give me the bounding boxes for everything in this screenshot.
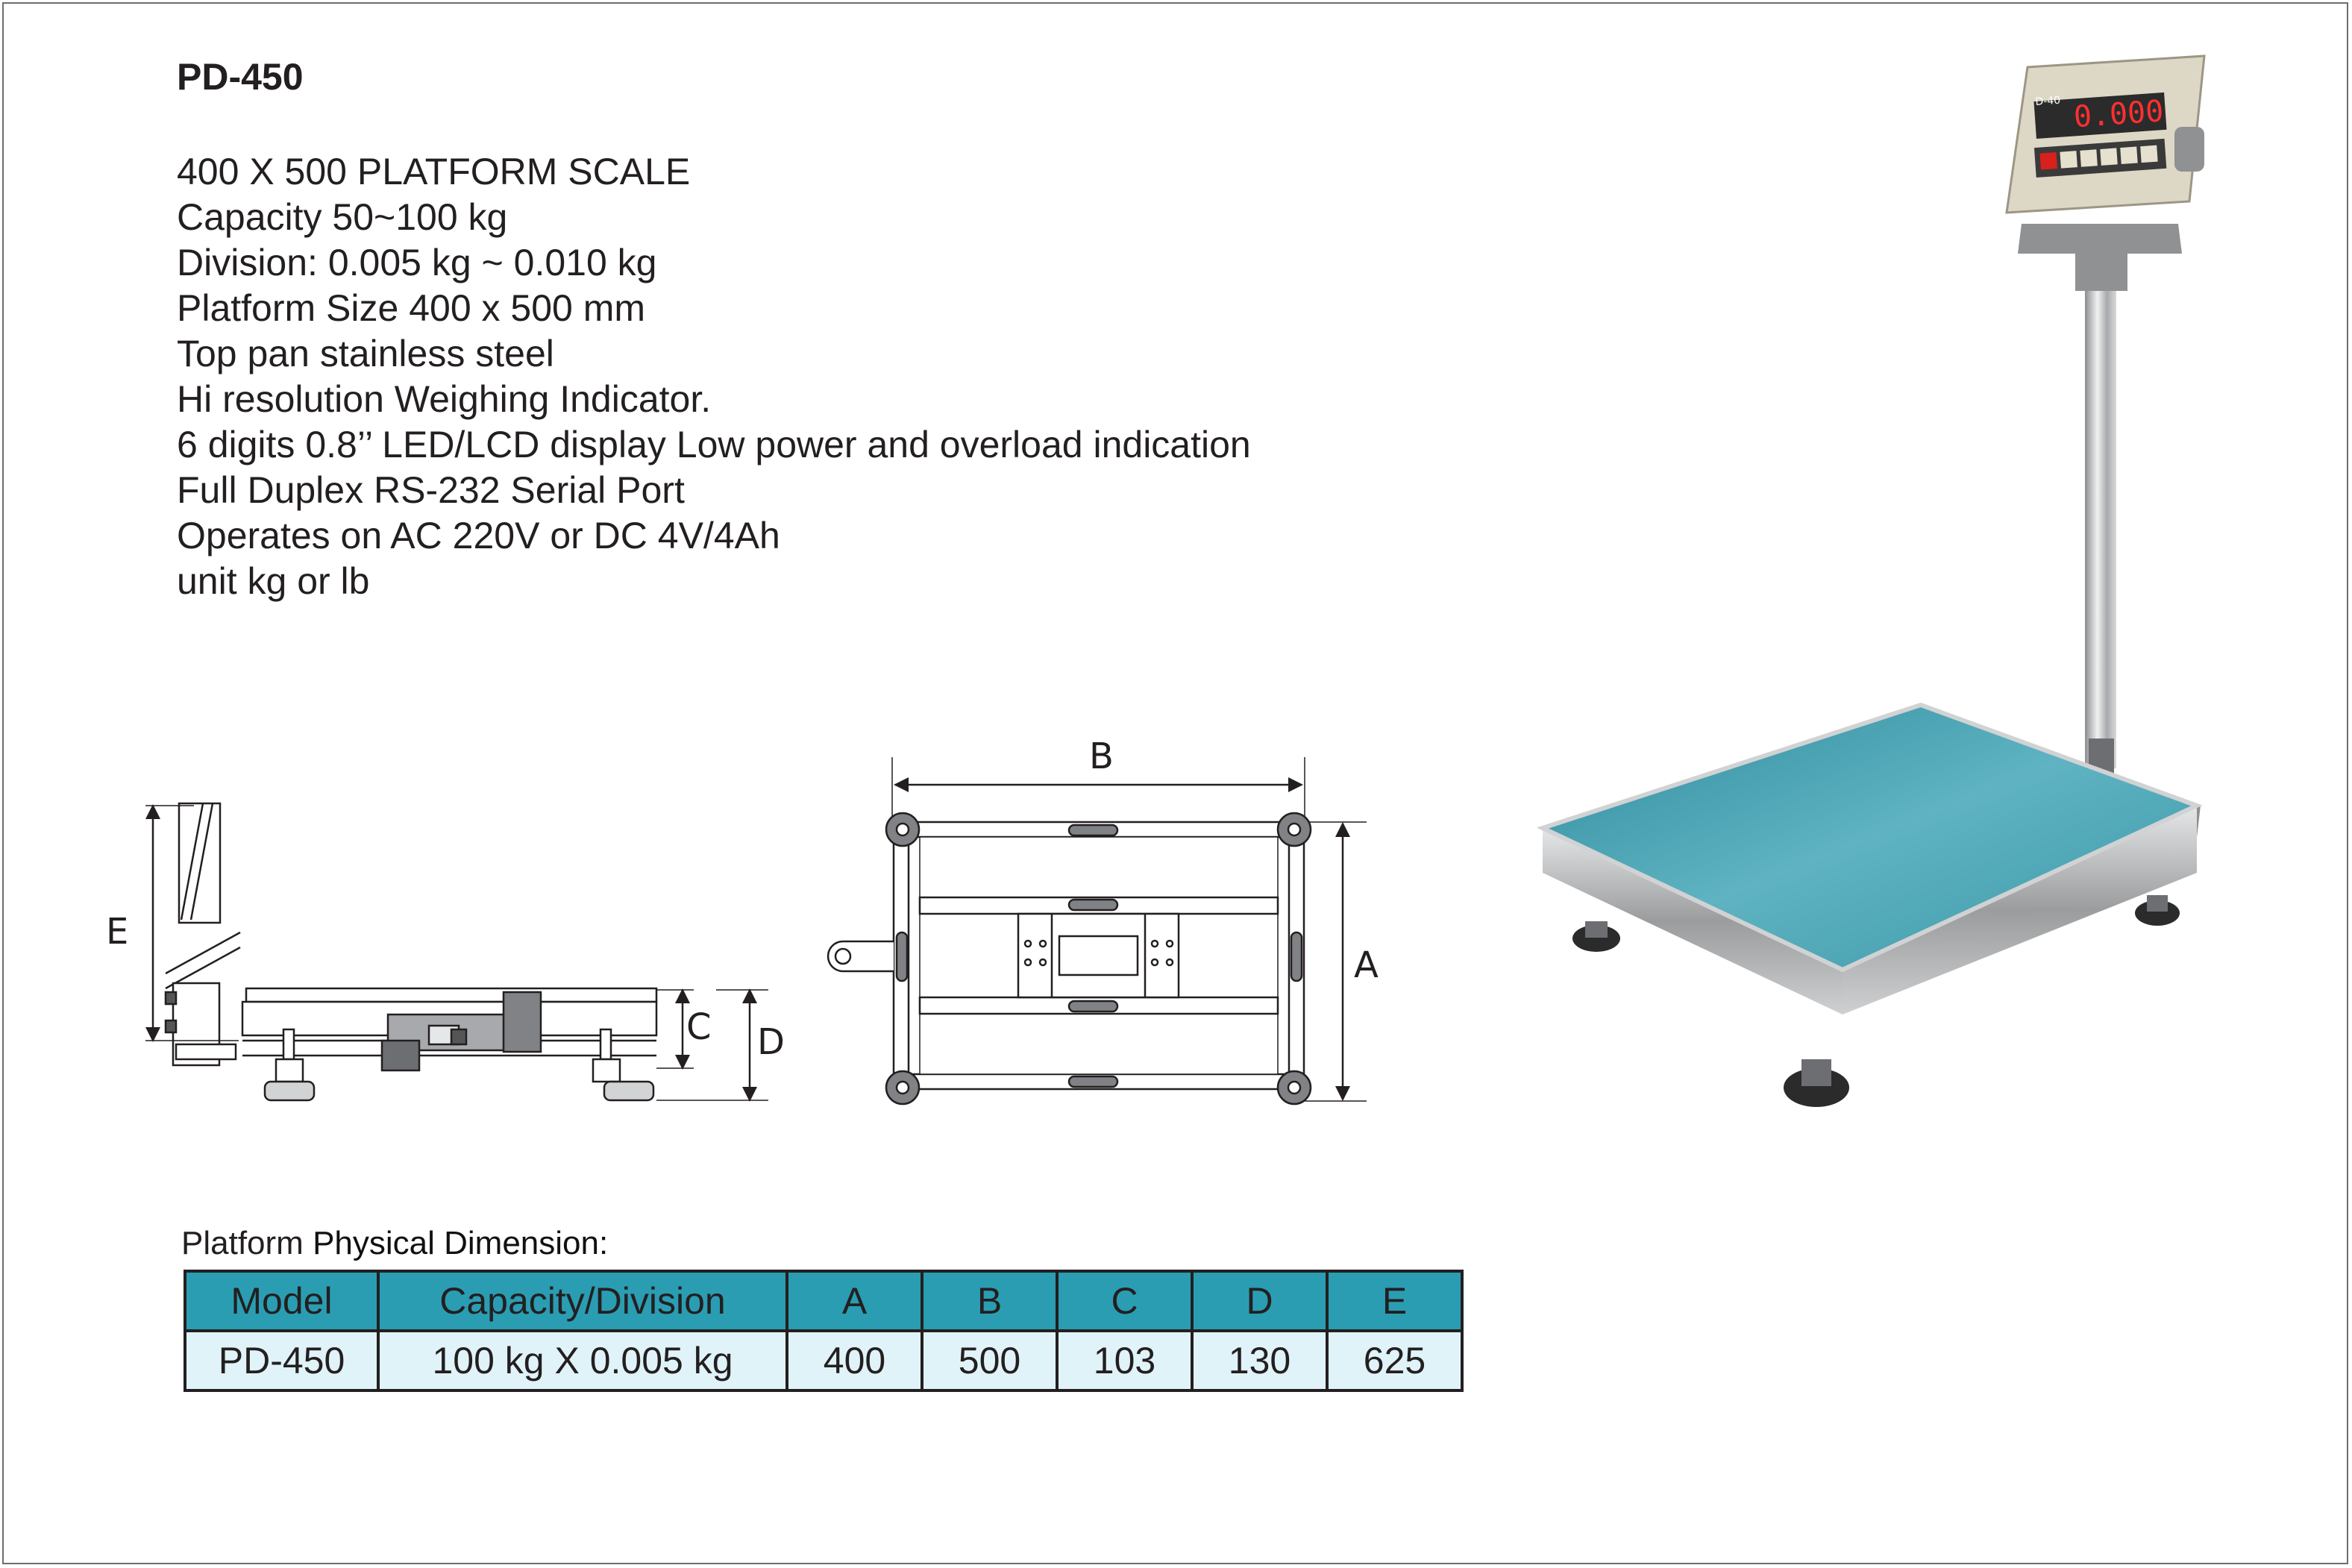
- header-capacity: Capacity/Division: [378, 1271, 787, 1331]
- table-row: [185, 1331, 1462, 1390]
- dim-label-c: C: [686, 1006, 712, 1048]
- dimension-table: [184, 1270, 1464, 1392]
- cell-model: PD-450: [185, 1331, 378, 1390]
- cell-d: 130: [1192, 1331, 1327, 1390]
- product-title: PD-450: [177, 56, 304, 98]
- table-caption: [181, 1225, 608, 1262]
- header-model: Model: [185, 1271, 378, 1331]
- caption-prefix: Platform: [181, 1225, 304, 1261]
- dim-label-d: D: [757, 1021, 785, 1063]
- header-e: E: [1327, 1271, 1462, 1331]
- indicator-model: D-40: [2034, 94, 2061, 108]
- platform-scale-illustration: [1543, 56, 2204, 1107]
- dim-label-b: B: [1089, 736, 1114, 777]
- weighing-indicator: [2007, 56, 2204, 213]
- cell-capacity: 100 kg X 0.005 kg: [378, 1331, 787, 1390]
- cell-a: 400: [787, 1331, 922, 1390]
- spec-line: 6 digits 0.8’’ LED/LCD display Low power and overload indication: [177, 424, 1251, 465]
- table-header-row: [185, 1271, 1462, 1331]
- header-b: B: [922, 1271, 1057, 1331]
- spec-line: Capacity 50~100 kg: [177, 196, 508, 238]
- spec-line: Division: 0.005 kg ~ 0.010 kg: [177, 242, 657, 283]
- caption-rest: Physical Dimension:: [313, 1225, 609, 1261]
- header-d: D: [1192, 1271, 1327, 1331]
- header-a: A: [787, 1271, 922, 1331]
- cell-b: 500: [922, 1331, 1057, 1390]
- spec-line: Full Duplex RS-232 Serial Port: [177, 469, 685, 511]
- spec-line: Operates on AC 220V or DC 4V/4Ah: [177, 515, 780, 556]
- cell-c: 103: [1057, 1331, 1192, 1390]
- dim-label-e: E: [106, 911, 129, 953]
- side-view-diagram: [145, 803, 768, 1100]
- spec-line: Hi resolution Weighing Indicator.: [177, 378, 712, 420]
- spec-line: Platform Size 400 x 500 mm: [177, 287, 646, 329]
- top-view-diagram: [828, 757, 1367, 1104]
- spec-line: Top pan stainless steel: [177, 333, 554, 374]
- spec-line: unit kg or lb: [177, 560, 370, 602]
- indicator-readout: 0.000: [2072, 94, 2165, 135]
- cell-e: 625: [1327, 1331, 1462, 1390]
- dim-label-a: A: [1354, 944, 1379, 986]
- header-c: C: [1057, 1271, 1192, 1331]
- spec-line: 400 X 500 PLATFORM SCALE: [177, 151, 691, 192]
